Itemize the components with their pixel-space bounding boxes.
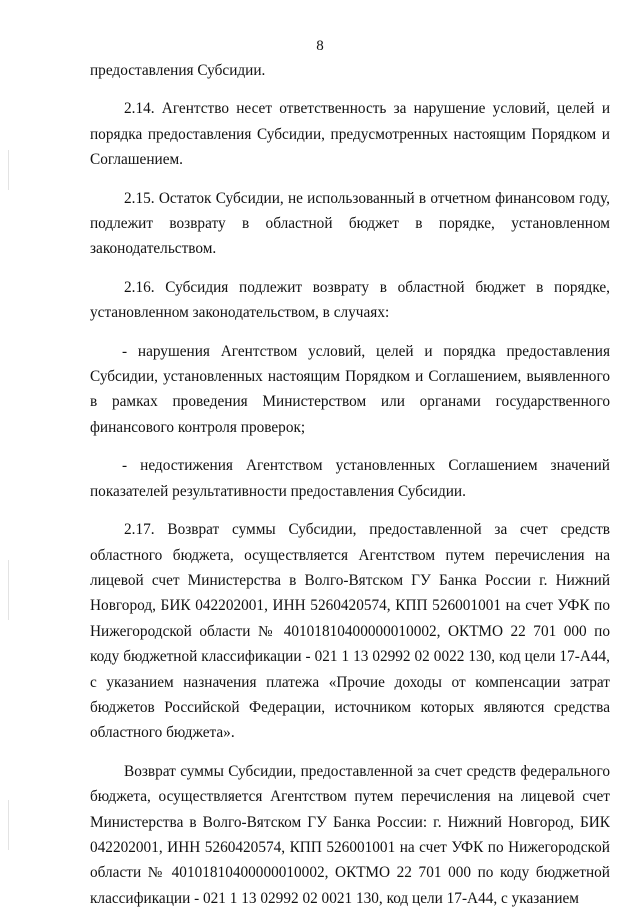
list-item-violation: - нарушения Агентством условий, целей и порядка предоставления Субсидии, установленных настоящим Порядком и Соглашением, выявленного в рамках проведения Министерством или органами государственного финансового контроля проверок;: [90, 342, 610, 436]
page-number: 8: [316, 38, 324, 54]
paragraph-2-15: 2.15. Остаток Субсидии, не использованный в отчетном финансовом году, подлежит возврату в областной бюджет в порядке, установленном законодательством.: [90, 189, 610, 258]
paragraph-2-16: 2.16. Субсидия подлежит возврату в областной бюджет в порядке, установленном законодательством, в случаях:: [90, 278, 610, 322]
scan-edge-mark: [8, 560, 9, 620]
paragraph-federal-refund: Возврат суммы Субсидии, предоставленной за счет средств федерального бюджета, осуществляется Агентством путем перечисления на лицевой счет Министерства в Волго-Вятском ГУ Банка России: г. Нижний Новгород, БИК 042202001, ИНН 5260420574, КПП 526001001 на счет УФК по Нижегородской области № 40101810400000010002, ОКТМО 22 701 000 по коду бюджетной классификации - 021 1 13 02992 02 0021 130, код цели 17-А44, с указанием: [90, 762, 610, 907]
paragraph-2-14: 2.14. Агентство несет ответственность за нарушение условий, целей и порядка предоставления Субсидии, предусмотренных настоящим Порядком и Соглашением.: [90, 100, 610, 169]
list-item-non-achievement: - недостижения Агентством установленных Соглашением значений показателей результативности предоставления Субсидии.: [90, 457, 610, 500]
paragraph-continuation: предоставления Субсидии.: [90, 62, 266, 79]
scan-edge-mark: [8, 150, 9, 190]
paragraph-2-17: 2.17. Возврат суммы Субсидии, предоставленной за счет средств областного бюджета, осуществляется Агентством путем перечисления на лицевой счет Министерства в Волго-Вятском ГУ Банка России г. Нижний Новгород, БИК 042202001, ИНН 5260420574, КПП 526001001 на счет УФК по Нижегородской области № 40101810400000010002, ОКТМО 22 701 000 по коду бюджетной классификации - 021 1 13 02992 02 0022 130, код цели 17-А44, с указанием назначения платежа «Прочие доходы от компенсации затрат бюджетов Российской Федерации, источником которых являются средства областного бюджета».: [90, 521, 610, 742]
document-body: [90, 58, 610, 911]
scan-edge-mark: [8, 800, 9, 850]
